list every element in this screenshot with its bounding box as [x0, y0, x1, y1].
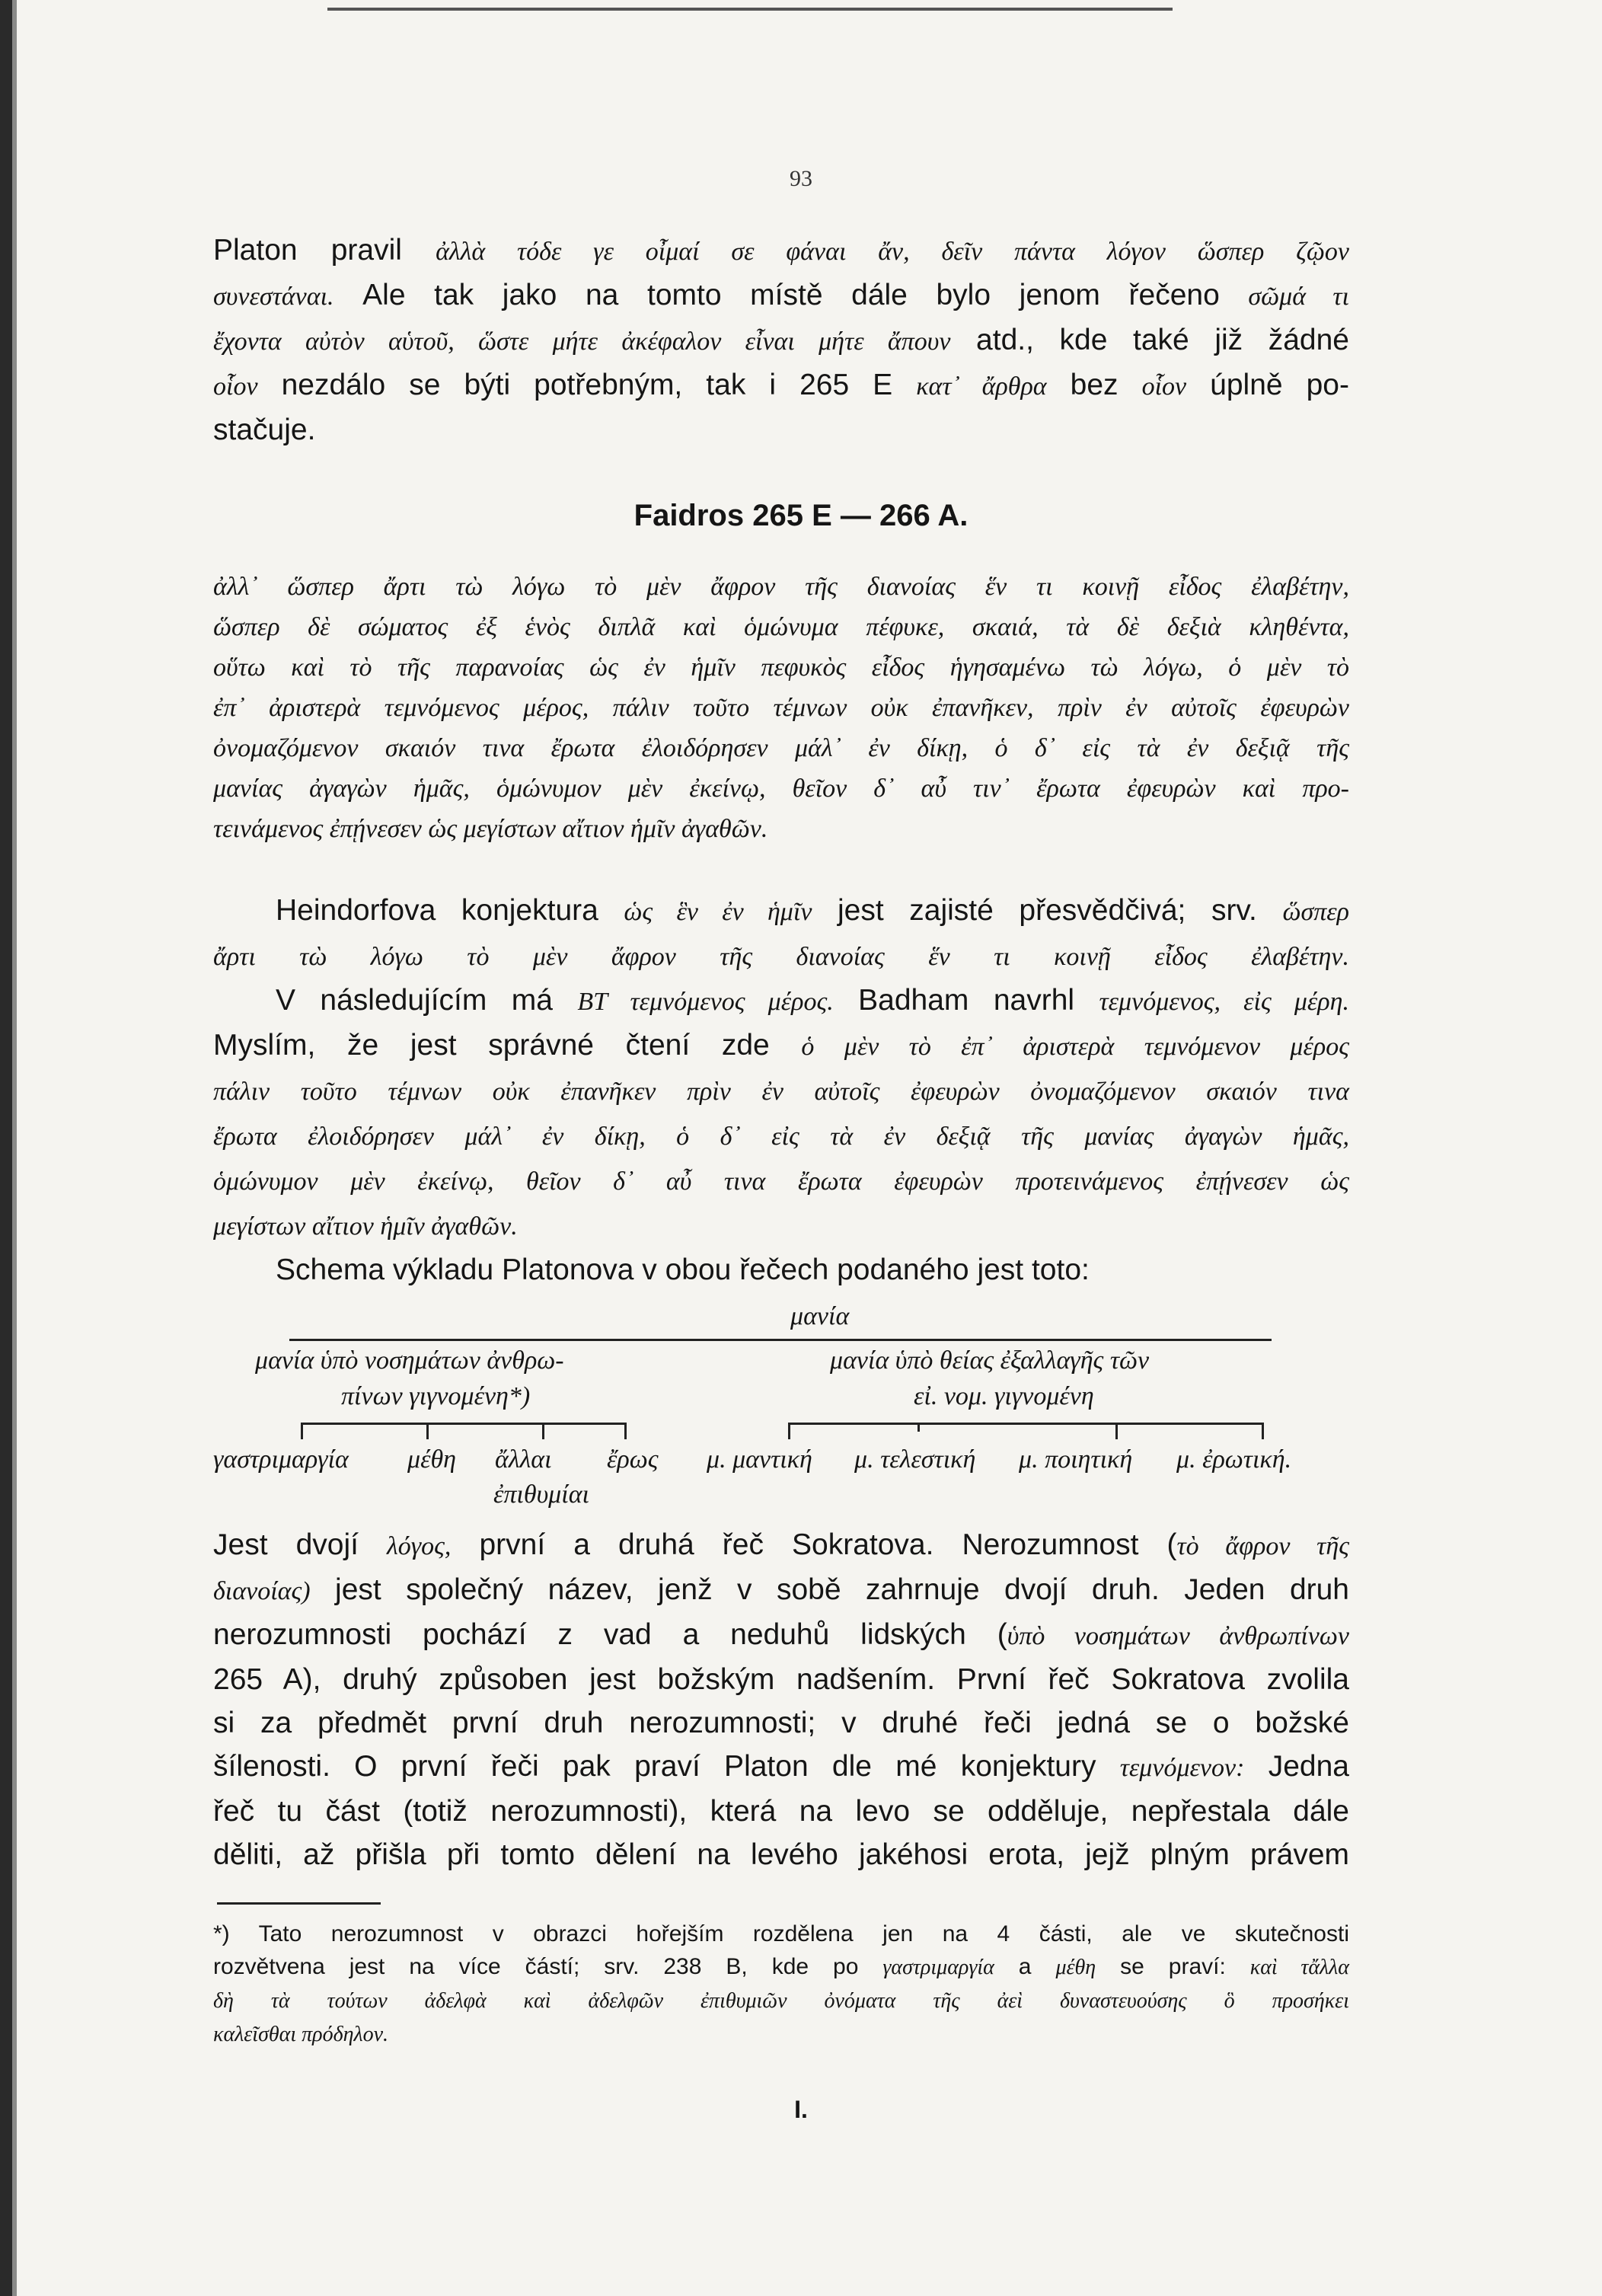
text-run: Myslím, že jest správné čtení zde	[213, 1029, 802, 1062]
schema-leaf: ἄλλαι	[495, 1445, 552, 1474]
section-heading: Faidros 265 E — 266 A.	[633, 499, 969, 532]
scan-edge-shadow	[12, 0, 17, 2296]
text-run: Jest dvojí	[213, 1528, 388, 1561]
text-run: jest zajisté přesvědčivá; srv.	[812, 894, 1283, 927]
schema-leaf: μ. ποιητική	[1019, 1445, 1133, 1474]
intro-paragraph	[213, 228, 1349, 452]
greek-text: οἷον	[213, 372, 258, 401]
greek-text: σῶμά τι	[1248, 283, 1350, 311]
text-run: Heindorfova konjektura	[276, 894, 624, 927]
text-run: nerozumnosti pochází z vad a neduhů lidských (	[213, 1618, 1007, 1651]
greek-text: μεγίστων αἴτιον ἡμῖν ἀγαθῶν.	[213, 1212, 518, 1241]
schema-right-tick-2	[917, 1423, 920, 1432]
schema-left-tick-2	[426, 1423, 429, 1439]
schema-root: μανία	[790, 1302, 850, 1330]
discussion-line	[213, 1023, 1349, 1068]
schema-left-bracket	[301, 1423, 627, 1425]
closing-line	[213, 1523, 1349, 1568]
greek-text: δὴ τὰ τούτων ἀδελφὰ καὶ ἀδελφῶν ἐπιθυμιῶν ὀνόματα τῆς ἀεὶ δυναστευούσης ὃ προσήκει	[213, 1989, 1349, 2013]
intro-line	[213, 408, 1349, 452]
schema-right-tick-3	[1115, 1423, 1118, 1439]
text-run: Badham navrhl	[833, 984, 1099, 1017]
closing-line	[213, 1613, 1349, 1658]
greek-text: πάλιν τοῦτο τέμνων οὐκ ἐπανῆκεν πρὶν ἐν αὐτοῖς ἐφευρὼν ὀνομαζόμενον σκαιόν τινα	[213, 1078, 1349, 1106]
greek-text: ὁμώνυμον μὲν ἐκείνῳ, θεῖον δ᾽ αὖ τινα ἔρωτα ἐφευρὼν προτεινάμενος ἐπῄνεσεν ὡς	[213, 1167, 1349, 1196]
schema-right-branch-line1: μανία ὑπὸ θείας ἐξαλλαγῆς τῶν	[830, 1346, 1150, 1375]
footnote-line	[213, 2017, 1349, 2051]
quote-line: μανίας ἀγαγὼν ἡμᾶς, ὁμώνυμον μὲν ἐκείνῳ, θεῖον δ᾽ αὖ τιν᾽ ἔρωτα ἐφευρὼν καὶ προ-	[213, 774, 1349, 803]
text-run: V následujícím má	[276, 984, 578, 1017]
text-run: děliti, až přišla při tomto dělení na levého jakéhosi erota, jejž plným právem	[213, 1838, 1349, 1871]
schema-left-branch-line2: πίνων γιγνομένη*)	[341, 1382, 531, 1410]
discussion-line	[213, 1158, 1349, 1203]
closing-line	[213, 1745, 1349, 1790]
quote-line: οὕτω καὶ τὸ τῆς παρανοίας ὡς ἐν ἡμῖν πεφυκὸς εἶδος ἡγησαμένω τὼ λόγω, ὁ μὲν τὸ	[213, 653, 1349, 682]
schema-leaf: μ. τελεστική	[854, 1445, 976, 1474]
greek-text: κατ᾽ ἄρθρα	[916, 372, 1047, 401]
discussion-paragraphs	[213, 889, 1349, 1292]
schema-left-tick-4	[624, 1423, 627, 1439]
footnote	[213, 1918, 1349, 2051]
discussion-line	[213, 934, 1349, 979]
intro-line	[213, 363, 1349, 408]
greek-text: BT τεμνόμενος μέρος.	[577, 988, 834, 1016]
text-run: Ale tak jako na tomto místě dále bylo jenom řečeno	[333, 279, 1249, 311]
schema-left-tick-1	[301, 1423, 303, 1439]
greek-text: συνεστάναι.	[213, 283, 334, 311]
greek-text: ἔρωτα ἐλοιδόρησεν μάλ᾽ ἐν δίκῃ, ὁ δ᾽ εἰς τὰ ἐν δεξιᾷ τῆς μανίας ἀγαγὼν ἡμᾶς,	[213, 1122, 1349, 1151]
greek-text: οἷον	[1141, 372, 1187, 401]
text-run: Jedna	[1244, 1750, 1349, 1783]
greek-text: διανοίας)	[213, 1577, 311, 1605]
text-run: první a druhá řeč Sokratova. Nerozumnost (	[451, 1528, 1177, 1561]
greek-text: ὁ μὲν τὸ ἐπ᾽ ἀριστερὰ τεμνόμενον μέρος	[801, 1033, 1349, 1061]
text-run: šílenosti. O první řeči pak praví Platon dle mé konjektury	[213, 1750, 1120, 1783]
greek-text: ἄρτι τὼ λόγω τὸ μὲν ἄφρον τῆς διανοίας ἕν τι κοινῇ εἶδος ἐλαβέτην.	[213, 943, 1349, 971]
schema-leaf-extra: ἐπιθυμίαι	[493, 1480, 589, 1509]
greek-text: ἔχοντα αὐτὸν αὑτοῦ, ὥστε μήτε ἀκέφαλον εἶναι μήτε ἄπουν	[213, 327, 951, 356]
schema-right-bracket	[788, 1423, 1264, 1425]
discussion-line	[213, 1113, 1349, 1158]
schema-right-tick-4	[1262, 1423, 1264, 1439]
schema-leaf: μέθη	[407, 1445, 457, 1474]
closing-line	[213, 1658, 1349, 1701]
quote-line: ὥσπερ δὲ σώματος ἐξ ἑνὸς διπλᾶ καὶ ὁμώνυμα πέφυκε, σκαιά, τὰ δὲ δεξιὰ κληθέντα,	[213, 613, 1349, 641]
top-edge-mark	[327, 8, 1173, 11]
text-run: Schema výkladu Platonova v obou řečech podaného jest toto:	[276, 1253, 1090, 1286]
quote-line: ἐπ᾽ ἀριστερὰ τεμνόμενος μέρος, πάλιν τοῦτο τέμνων οὐκ ἐπανῆκεν, πρὶν ἐν αὐτοῖς ἐφευρὼν	[213, 694, 1349, 722]
greek-text: καλεῖσθαι πρόδηλον.	[213, 2023, 389, 2046]
text-run: se praví:	[1096, 1954, 1250, 1979]
text-run: úplně po-	[1186, 369, 1349, 401]
text-run: stačuje.	[213, 414, 316, 446]
greek-text: ὡς ἓν ἐν ἡμῖν	[624, 898, 812, 926]
closing-line	[213, 1701, 1349, 1745]
text-run: atd., kde také již žádné	[950, 324, 1349, 356]
footnote-line	[213, 1918, 1349, 1950]
text-run: bez	[1046, 369, 1142, 401]
text-run: nezdálo se býti potřebným, tak i 265 E	[257, 369, 917, 401]
greek-text: καὶ τἄλλα	[1249, 1956, 1349, 1979]
page-number: 93	[790, 166, 812, 191]
closing-line	[213, 1833, 1349, 1876]
text-run: *) Tato nerozumnost v obrazci hořejším rozdělena jen na 4 části, ale ve skutečnosti	[213, 1921, 1349, 1946]
intro-line	[213, 318, 1349, 363]
greek-text: μέθη	[1055, 1956, 1096, 1979]
schema-right-branch-line2: εἰ. νομ. γιγνομένη	[914, 1382, 1094, 1410]
scan-edge	[0, 0, 12, 2296]
greek-quotation	[213, 567, 1349, 849]
text-run: jest společný název, jenž v sobě zahrnuje dvojí druh. Jeden druh	[310, 1573, 1349, 1606]
greek-text: λόγος,	[387, 1532, 452, 1560]
greek-text: ὑπὸ νοσημάτων ἀνθρωπίνων	[1007, 1622, 1349, 1650]
greek-text: ὥσπερ	[1282, 898, 1349, 926]
signature-mark: I.	[794, 2096, 808, 2123]
footnote-line	[213, 1984, 1349, 2017]
closing-paragraph	[213, 1523, 1349, 1876]
text-run: rozvětvena jest na více částí; srv. 238 B, kde po	[213, 1954, 883, 1979]
footnote-line	[213, 1950, 1349, 1984]
schema-left-branch-line1: μανία ὑπὸ νοσημάτων ἀνθρω-	[255, 1346, 564, 1375]
text-run: si za předmět první druh nerozumnosti; v druhé řeči jedná se o božské	[213, 1707, 1349, 1739]
intro-line	[213, 228, 1349, 273]
quote-line: ἀλλ᾽ ὥσπερ ἄρτι τὼ λόγω τὸ μὲν ἄφρον τῆς διανοίας ἕν τι κοινῇ εἶδος ἐλαβέτην,	[213, 573, 1349, 601]
quote-line: τεινάμενος ἐπῄνεσεν ὡς μεγίστων αἴτιον ἡμῖν ἀγαθῶν.	[213, 815, 768, 843]
discussion-line	[213, 1068, 1349, 1113]
text-run: 265 A), druhý způsoben jest božským nadšením. První řeč Sokratova zvolila	[213, 1663, 1349, 1696]
discussion-line	[213, 1203, 1349, 1248]
schema-leaf: ἔρως	[607, 1445, 659, 1474]
discussion-line	[213, 979, 1349, 1023]
text-run: a	[994, 1954, 1056, 1979]
closing-line	[213, 1568, 1349, 1613]
schema-right-tick-1	[788, 1423, 790, 1439]
greek-text: τὸ ἄφρον τῆς	[1176, 1532, 1349, 1560]
greek-text: γαστριμαργία	[882, 1956, 994, 1979]
text-run: řeč tu část (totiž nerozumnosti), která na levo se odděluje, nepřestala dále	[213, 1795, 1349, 1828]
schema-leaf: μ. ἐρωτική.	[1176, 1445, 1292, 1474]
greek-text: ἀλλὰ τόδε γε οἶμαί σε φάναι ἄν, δεῖν πάντα λόγον ὥσπερ ζῷον	[436, 238, 1349, 266]
text-run: Platon pravil	[213, 234, 436, 267]
schema-left-tick-3	[542, 1423, 544, 1439]
greek-text: τεμνόμενος, εἰς μέρη.	[1099, 988, 1349, 1016]
schema-leaf: μ. μαντική	[707, 1445, 812, 1474]
schema-root-rule	[289, 1339, 1272, 1341]
greek-text: τεμνόμενον:	[1119, 1754, 1245, 1782]
discussion-line	[213, 1248, 1349, 1292]
discussion-line	[213, 889, 1349, 934]
closing-line	[213, 1790, 1349, 1833]
schema-leaf: γαστριμαργία	[213, 1445, 349, 1474]
quote-line: ὀνομαζόμενον σκαιόν τινα ἔρωτα ἐλοιδόρησεν μάλ᾽ ἐν δίκῃ, ὁ δ᾽ εἰς τὰ ἐν δεξιᾷ τῆς	[213, 734, 1349, 762]
intro-line	[213, 273, 1349, 318]
footnote-rule	[217, 1902, 381, 1905]
